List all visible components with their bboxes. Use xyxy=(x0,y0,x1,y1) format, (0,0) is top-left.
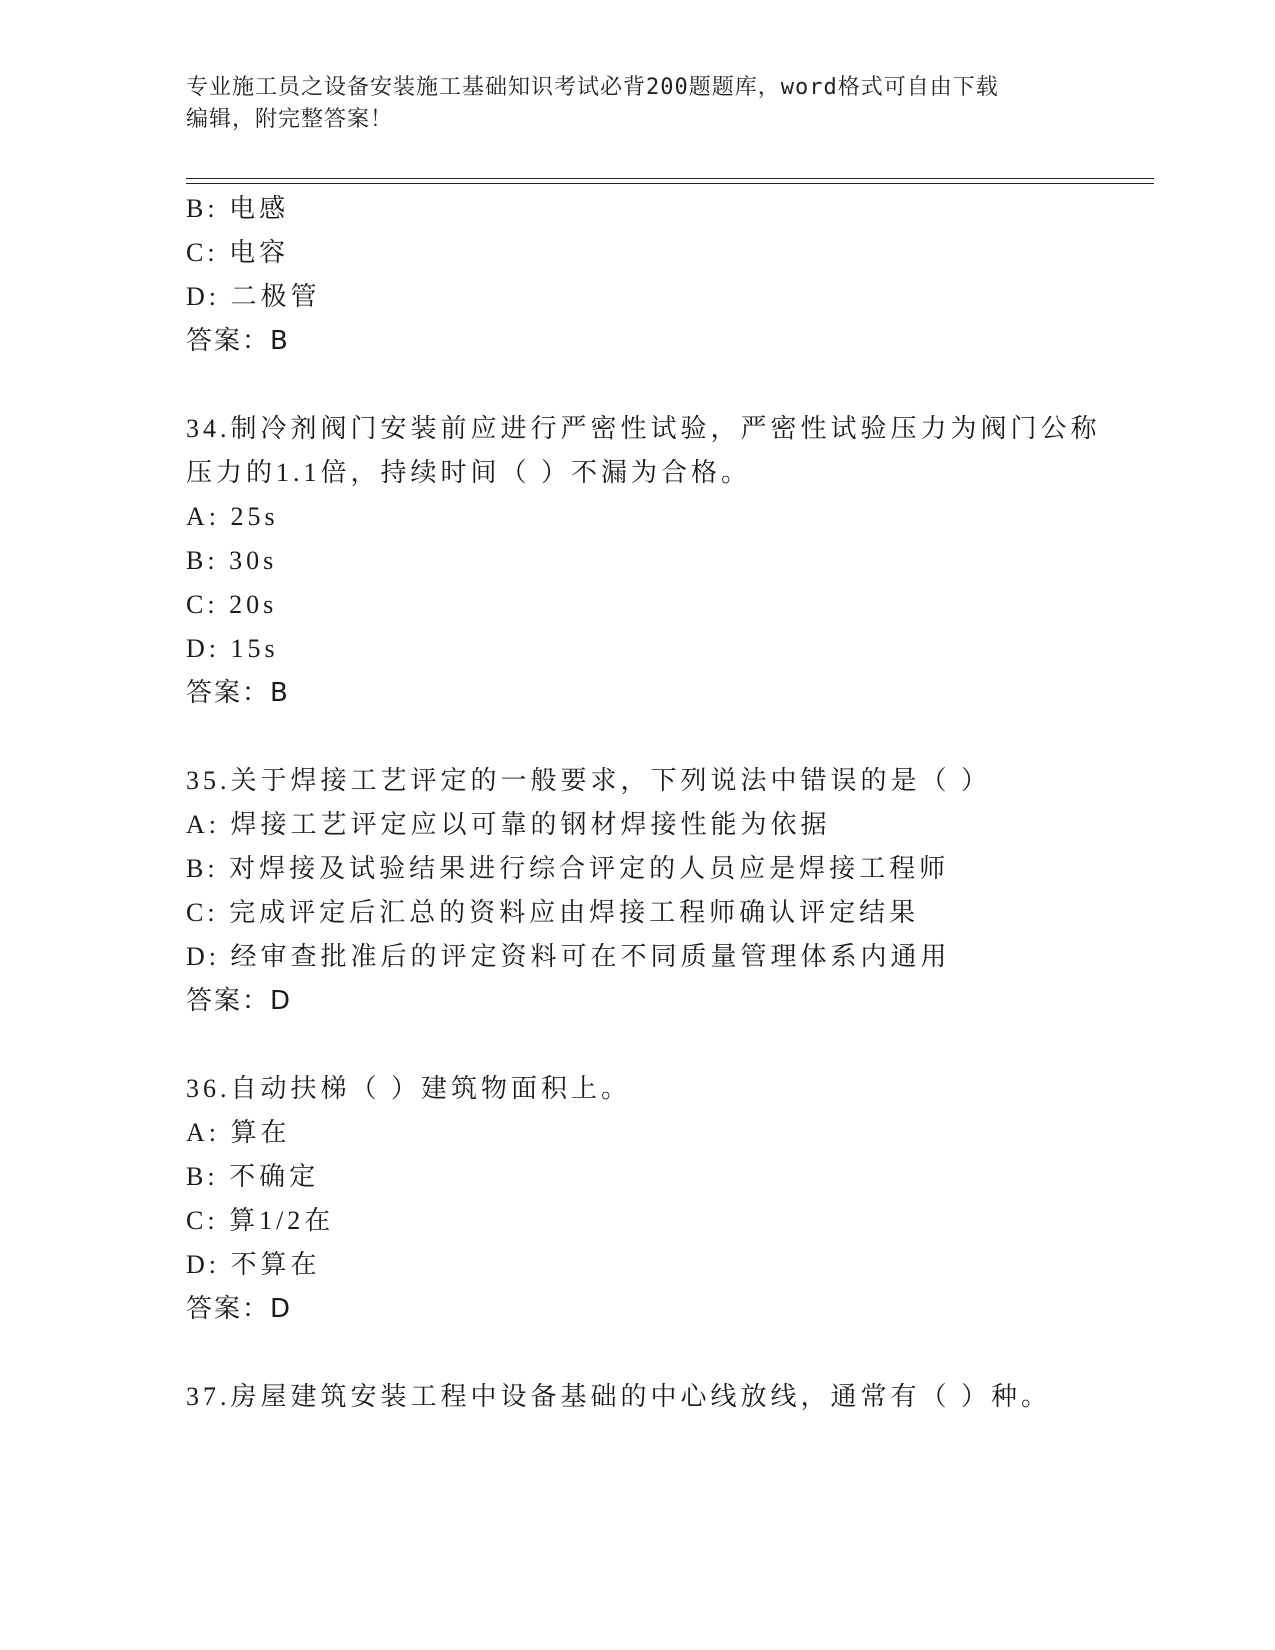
header-title-line-1: 专业施工员之设备安装施工基础知识考试必背200题题库，word格式可自由下载 xyxy=(186,75,999,100)
q36-answer: 答案：D xyxy=(186,1294,293,1324)
header-divider-bottom xyxy=(186,183,1154,184)
q37-stem-line-1: 37.房屋建筑安装工程中设备基础的中心线放线，通常有（ ）种。 xyxy=(186,1382,1052,1411)
q36-option-c: C: 算1/2在 xyxy=(186,1206,335,1235)
q36-option-a: A: 算在 xyxy=(186,1118,291,1147)
q35-stem-line-1: 35.关于焊接工艺评定的一般要求，下列说法中错误的是（ ） xyxy=(186,766,992,795)
q36-stem-line-1: 36.自动扶梯（ ）建筑物面积上。 xyxy=(186,1074,632,1103)
q36-option-b: B: 不确定 xyxy=(186,1162,320,1191)
header-title-line-2: 编辑，附完整答案！ xyxy=(186,107,394,132)
q34-option-b: B: 30s xyxy=(186,546,278,575)
q35-option-d: D: 经审查批准后的评定资料可在不同质量管理体系内通用 xyxy=(186,942,951,971)
q34-answer: 答案：B xyxy=(186,678,290,708)
q35-option-b: B: 对焊接及试验结果进行综合评定的人员应是焊接工程师 xyxy=(186,854,950,883)
q34-stem-line-1: 34.制冷剂阀门安装前应进行严密性试验，严密性试验压力为阀门公称 xyxy=(186,414,1101,443)
header-divider-top xyxy=(186,178,1154,179)
q35-option-c: C: 完成评定后汇总的资料应由焊接工程师确认评定结果 xyxy=(186,898,920,927)
q35-option-a: A: 焊接工艺评定应以可靠的钢材焊接性能为依据 xyxy=(186,810,831,839)
q34-stem-line-2: 压力的1.1倍，持续时间（ ）不漏为合格。 xyxy=(186,458,752,487)
q34-option-d: D: 15s xyxy=(186,634,279,663)
q33-option-c: C: 电容 xyxy=(186,238,290,267)
q36-option-d: D: 不算在 xyxy=(186,1250,321,1279)
q34-option-a: A: 25s xyxy=(186,502,279,531)
q33-option-d: D: 二极管 xyxy=(186,282,321,311)
q33-answer: 答案：B xyxy=(186,326,290,356)
q33-option-b: B: 电感 xyxy=(186,194,290,223)
document-header xyxy=(186,72,1066,136)
q35-answer: 答案：D xyxy=(186,986,293,1016)
q34-option-c: C: 20s xyxy=(186,590,278,619)
